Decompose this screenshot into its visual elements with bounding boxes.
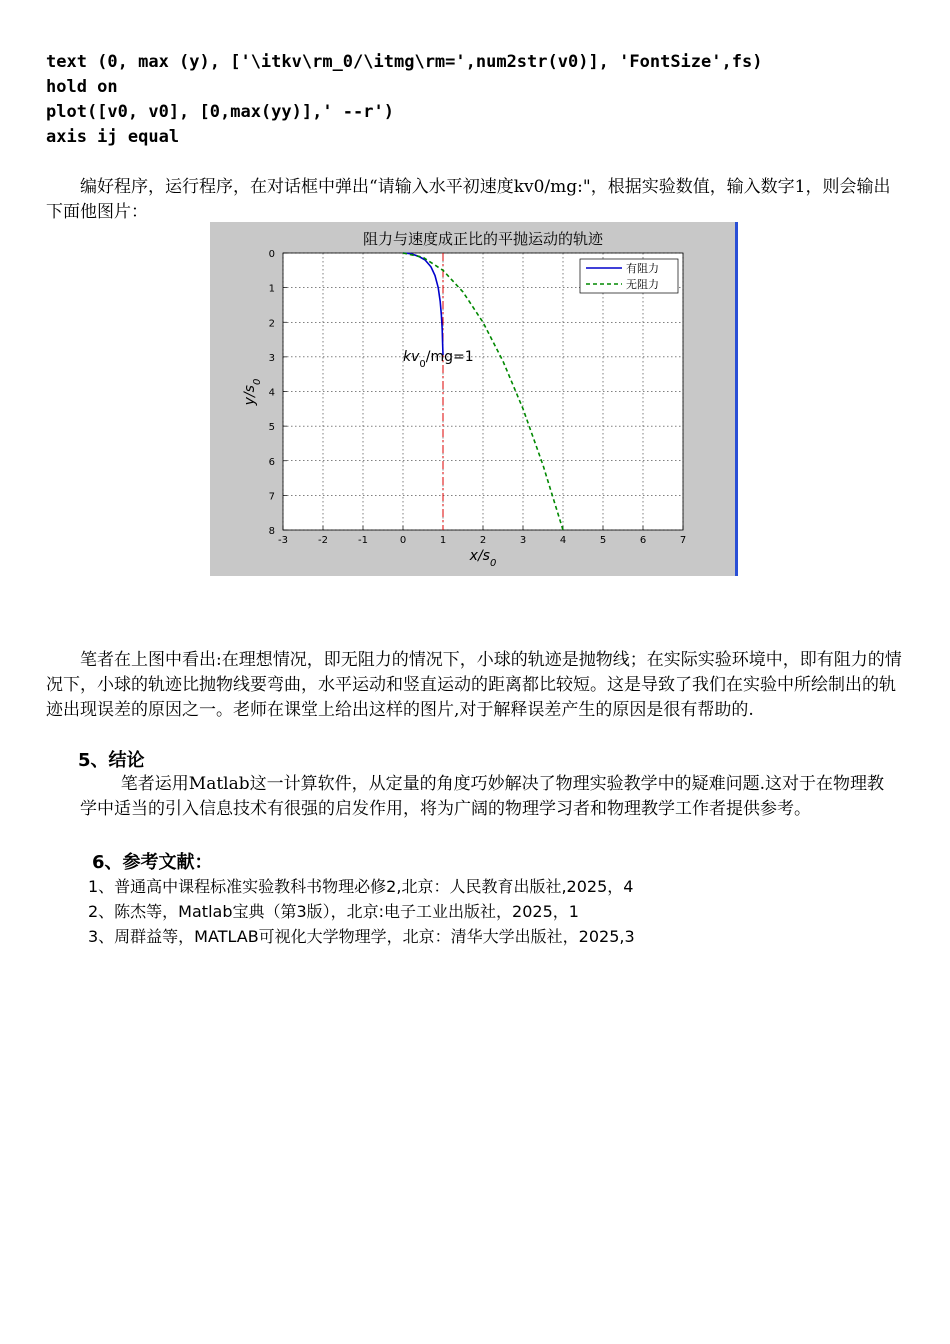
code-line-4: axis ij equal: [46, 127, 180, 147]
legend: [580, 259, 678, 293]
x-tick-label: -3: [278, 535, 288, 546]
legend-label-no-drag: 无阻力: [626, 278, 659, 291]
y-tick-label: 2: [268, 318, 275, 330]
y-axis-label: $y/s_0$: [242, 378, 263, 406]
section-5-heading: 5、结论: [78, 750, 145, 771]
reference-2: 2、陈杰等，Matlab宝典（第3版），北京:电子工业出版社，2025，1: [88, 902, 579, 921]
y-tick-label: 1: [268, 283, 275, 295]
code-line-2: hold on: [46, 77, 118, 97]
paragraph-intro: 编好程序，运行程序，在对话框中弹出“请输入水平初速度kv0/mg:"，根据实验数值，输入数字1，则会输出下面他图片：: [46, 177, 891, 222]
x-tick-label: -1: [358, 535, 368, 546]
y-tick-label: 0: [268, 249, 275, 260]
code-line-3: plot([v0, v0], [0,max(yy)],' --r'): [46, 102, 394, 122]
trajectory-chart: [210, 222, 738, 576]
y-tick-label: 3: [268, 352, 275, 364]
y-tick-label: 8: [268, 526, 275, 537]
x-tick-label: -2: [318, 535, 328, 546]
x-tick-label: 2: [479, 535, 487, 546]
figure-right-edge: [735, 222, 738, 576]
annotation-kv0-mg: $kv_0/mg=1$: [403, 348, 474, 370]
section-5-text: 笔者运用Matlab这一计算软件，从定量的角度巧妙解决了物理实验教学中的疑难问题.这对于在物理教学中适当的引入信息技术有很强的启发作用，将为广阔的物理学习者和物理教学工作者提供参考。: [80, 774, 885, 819]
reference-3: 3、周群益等，MATLAB可视化大学物理学，北京：清华大学出版社，2025,3: [88, 927, 635, 946]
reference-1: 1、普通高中课程标准实验教科书物理必修2,北京：人民教育出版社,2025，4: [88, 877, 634, 896]
x-tick-label: 0: [399, 535, 407, 546]
section-6-heading: 6、参考文献：: [92, 852, 213, 873]
x-tick-label: 7: [679, 535, 687, 546]
x-tick-label: 6: [639, 535, 647, 546]
chart-title: 阻力与速度成正比的平抛运动的轨迹: [362, 230, 604, 248]
y-tick-label: 4: [268, 387, 275, 399]
x-tick-label: 3: [519, 535, 527, 546]
paragraph-analysis: 笔者在上图中看出:在理想情况，即无阻力的情况下，小球的轨迹是抛物线；在实际实验环境中，即有阻力的情况下，小球的轨迹比抛物线要弯曲，水平运动和竖直运动的距离都比较短。这是导致了我们在实验中所绘制出的轨迹出现误差的原因之一。老师在课堂上给出这样的图片,对于解释误差产生的原因是很有帮助的.: [46, 650, 902, 720]
x-tick-label: 5: [599, 535, 607, 546]
x-tick-label: 4: [559, 535, 567, 546]
y-tick-label: 6: [268, 456, 275, 468]
code-line-1: text (0, max (y), ['\itkv\rm_0/\itmg\rm=',num2str(v0)], 'FontSize',fs): [46, 52, 763, 72]
legend-label-with-drag: 有阻力: [626, 262, 659, 275]
x-axis-label: $x/s_0$: [469, 548, 497, 569]
x-tick-label: 1: [439, 535, 447, 546]
y-tick-label: 5: [268, 422, 275, 434]
y-tick-label: 7: [268, 491, 275, 503]
